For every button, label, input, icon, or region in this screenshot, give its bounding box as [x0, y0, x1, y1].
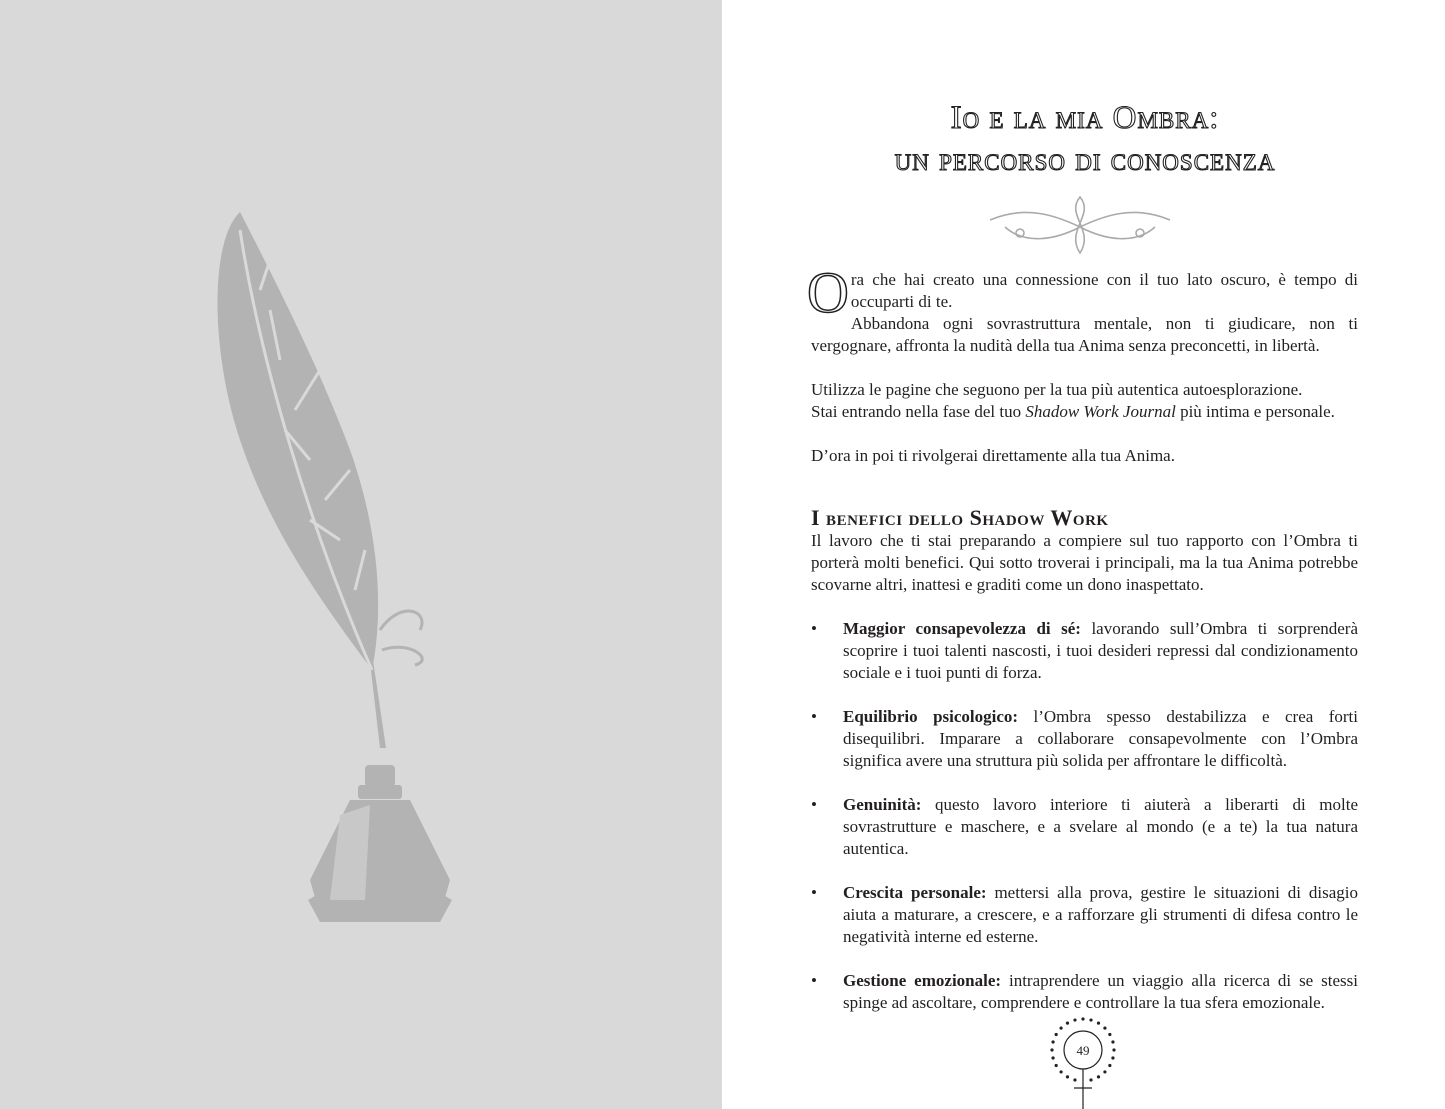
intro-paragraph-1b: Abbandona ogni sovrastruttura mentale, non ti giudicare, non ti vergognare, affronta la nudità della tua Anima senza preconcetti, in libertà. [811, 314, 1358, 355]
intro-text [807, 260, 1358, 489]
intro-paragraph-3: D’ora in poi ti rivolgerai direttamente alla tua Anima. [811, 446, 1175, 465]
ornament-dot [1103, 1026, 1106, 1029]
bullet-term: Crescita personale: [843, 883, 987, 902]
bullet-term: Maggior consapevolezza di sé: [843, 619, 1081, 638]
list-item [811, 970, 1358, 1014]
flourish-divider-icon [985, 195, 1175, 255]
journal-title: Shadow Work Journal [1025, 402, 1176, 421]
ornament-dot [1089, 1018, 1092, 1021]
ornament-dot [1112, 1048, 1115, 1051]
ornament-dot [1073, 1078, 1076, 1081]
ornament-dot [1073, 1018, 1076, 1021]
ornament-dot [1108, 1033, 1111, 1036]
list-item [811, 706, 1358, 772]
left-page-illustration [0, 0, 722, 1109]
ornament-dot [1097, 1022, 1100, 1025]
ornament-dot [1059, 1026, 1062, 1029]
ornament-dot [1050, 1048, 1053, 1051]
list-item [811, 794, 1358, 860]
intro-paragraph-2b-end: più intima e personale. [1175, 402, 1335, 421]
page-title-line-1: Io e la mia Ombra: [950, 100, 1220, 136]
bullet-term: Genuinità: [843, 795, 922, 814]
intro-paragraph-2b: Stai entrando nella fase del tuo [811, 402, 1026, 421]
bullet-text: intraprendere un viaggio alla ricerca di se stessi spinge ad ascoltare, comprendere e controllare la tua sfera emozionale. [843, 971, 1358, 1012]
ornament-dot [1066, 1075, 1069, 1078]
section-intro: Il lavoro che ti stai preparando a compiere sul tuo rapporto con l’Ombra ti porterà molti benefici. Qui sotto troverai i principali, ma la tua Anima potrebbe scovarne altri, inattesi e graditi come un dono inaspettato. [811, 531, 1358, 594]
ornament-dot [1089, 1078, 1092, 1081]
intro-paragraph-1: ra che hai creato una connessione con il tuo lato oscuro, è tempo di occuparti di te. [850, 270, 1358, 311]
ornament-dot [1108, 1064, 1111, 1067]
ornament-dot [1055, 1064, 1058, 1067]
ornament-dot [1051, 1056, 1054, 1059]
list-item [811, 618, 1358, 684]
page-number: 49 [1076, 1043, 1090, 1058]
ornament-dot [1097, 1075, 1100, 1078]
page-title-line-2: un percorso di conoscenza [894, 142, 1276, 178]
ornament-dot [1055, 1033, 1058, 1036]
quill-inkwell-icon [200, 200, 480, 940]
ornament-dot [1103, 1070, 1106, 1073]
bullet-term: Gestione emozionale: [843, 971, 1002, 990]
bullet-text: lavorando sull’Ombra ti sorprenderà scoprire i tuoi talenti nascosti, i tuoi desideri repressi dal condizionamento sociale e i tuoi punti di forza. [843, 619, 1358, 682]
ornament-dot [1066, 1022, 1069, 1025]
bullet-text: l’Ombra spesso destabilizza e crea forti disequilibri. Imparare a collaborare consapevolmente con l’Ombra significa avere una struttura più solida per affrontare le difficoltà. [843, 707, 1358, 770]
list-item [811, 882, 1358, 948]
ornament-dot [1051, 1040, 1054, 1043]
ornament-dot [1081, 1017, 1084, 1020]
bullet-text: questo lavoro interiore ti aiuterà a liberarti di molte sovrastrutture e maschere, e a svelare al mondo (e a te) la tua natura autentica. [843, 795, 1358, 858]
drop-cap: O [807, 260, 849, 325]
bullet-term: Equilibrio psicologico: [843, 707, 1019, 726]
intro-paragraph-2a: Utilizza le pagine che seguono per la tua più autentica autoesplorazione. [811, 380, 1303, 399]
benefits-list [811, 618, 1358, 1014]
benefits-section [811, 506, 1358, 1036]
bullet-text: mettersi alla prova, gestire le situazioni di disagio aiuta a maturare, a crescere, e a rafforzare gli strumenti di difesa contro le negatività interne ed esterne. [843, 883, 1358, 946]
page-number-ornament-icon [1035, 1013, 1131, 1109]
section-heading: I benefici dello Shadow Work [811, 505, 1109, 530]
ornament-dot [1111, 1056, 1114, 1059]
ornament-dot [1111, 1040, 1114, 1043]
ornament-dot [1059, 1070, 1062, 1073]
